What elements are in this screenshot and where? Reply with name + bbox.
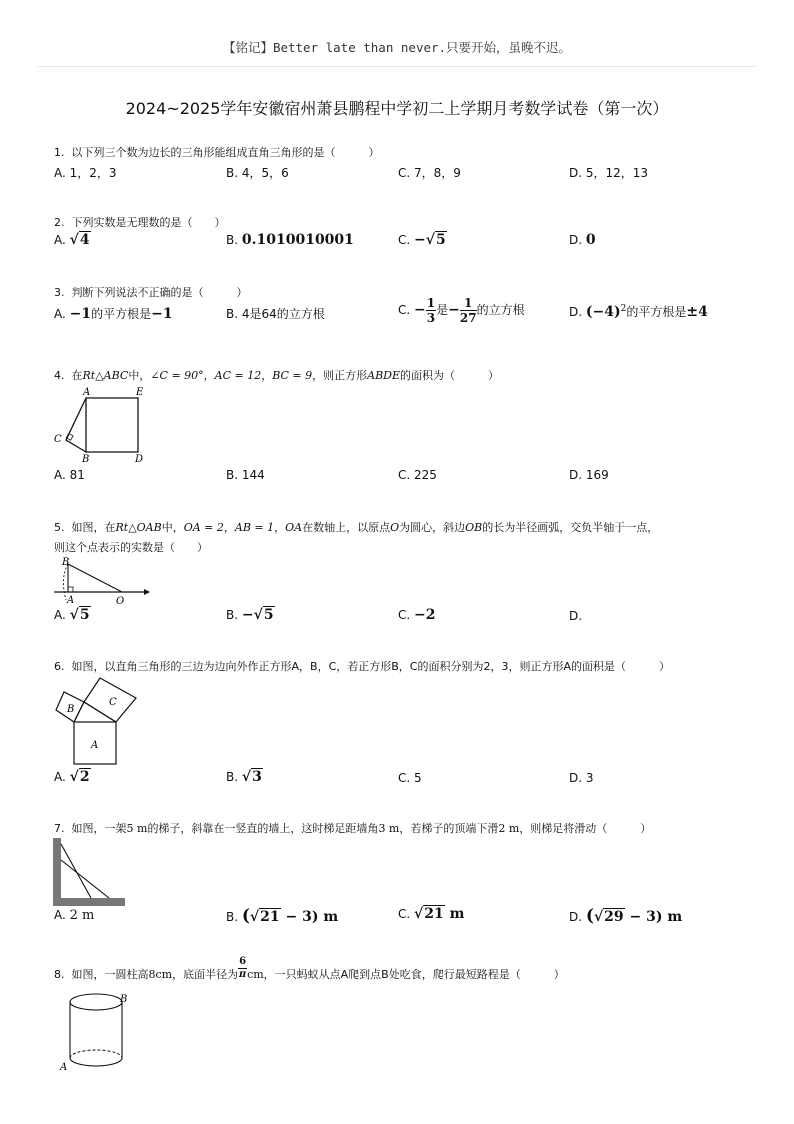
q2-option-c[interactable]: C. −√5 (398, 232, 446, 248)
motto-header: 【铭记】Better late than never.只要开始，虽晚不迟。 (222, 40, 572, 55)
q5-option-a[interactable]: A. √5 (54, 607, 90, 623)
q6-option-b[interactable]: B. √3 (226, 769, 262, 785)
question-2-stem: 2. 下列实数是无理数的是（ ） (54, 216, 226, 229)
question-5-stem-line2: 则这个点表示的实数是（ ） (54, 541, 208, 554)
q6-option-d[interactable]: D. 3 (569, 771, 594, 785)
q4-option-d[interactable]: D. 169 (569, 468, 609, 482)
q4-label-d: D (135, 454, 144, 465)
q5-label-o: O (116, 596, 125, 607)
q4-label-a: A (83, 387, 91, 398)
question-3-stem: 3. 判断下列说法不正确的是（ ） (54, 286, 248, 299)
q5-label-b: B (62, 557, 70, 568)
q4-label-c: C (54, 434, 62, 445)
q2-option-d[interactable]: D. 0 (569, 232, 596, 248)
q1-option-c[interactable]: C. 7，8，9 (398, 166, 461, 180)
q1-option-b[interactable]: B. 4，5，6 (226, 166, 289, 180)
q5-option-b[interactable]: B. −√5 (226, 607, 274, 623)
q6-figure-three-squares (52, 676, 142, 768)
question-8-stem: 8. 如图，一圆柱高8cm，底面半径为 $\frac{6}{\pi}$ cm，一只蚂蚁从点A爬到点B处吃食，爬行最短路程是（ ） (54, 956, 565, 981)
q5-figure-number-line (52, 556, 152, 606)
q3-option-a[interactable]: A. −1的平方根是−1 (54, 306, 173, 322)
q6-label-a: A (91, 740, 99, 751)
q7-figure-ladder-wall (53, 838, 129, 908)
q6-label-b: B (67, 704, 75, 715)
q7-option-d[interactable]: D. (√29 − 3) m (569, 906, 683, 926)
question-7-stem: 7. 如图，一架5 m的梯子，斜靠在一竖直的墙上，这时梯足距墙角3 m，若梯子的顶端下滑2 m，则梯足将滑动（ ） (54, 822, 652, 835)
q4-option-c[interactable]: C. 225 (398, 468, 437, 482)
q7-option-a[interactable]: A. 2 m (54, 908, 95, 923)
q4-figure-square-triangle (52, 384, 162, 466)
q3-option-c[interactable]: C. − $\frac{1}{3}$ 是− $\frac{1}{27}$ 的立方根 (398, 296, 525, 325)
q1-option-a[interactable]: A. 1，2，3 (54, 166, 117, 180)
q2-option-a[interactable]: A. √4 (54, 232, 90, 248)
q6-option-a[interactable]: A. √2 (54, 769, 90, 785)
q5-option-d[interactable]: D. (569, 609, 583, 623)
q2-option-b[interactable]: B. 0.1010010001 (226, 232, 354, 248)
question-5-stem: 5. 如图，在Rt△OAB中，OA = 2，AB = 1，OA在数轴上，以原点O为圆心，斜边OB的长为半径画弧，交负半轴于一点， (54, 521, 659, 534)
q6-option-c[interactable]: C. 5 (398, 771, 422, 785)
q7-option-c[interactable]: C. √21 m (398, 906, 465, 922)
q5-label-a: A (67, 595, 75, 606)
page-title: 2024~2025学年安徽宿州萧县鹏程中学初二上学期月考数学试卷（第一次） (125, 99, 669, 118)
q8-label-b: B (120, 994, 128, 1005)
q5-option-c[interactable]: C. −2 (398, 607, 436, 623)
header-divider (38, 66, 756, 67)
q3-option-d[interactable]: D. $(-4)^2$的平方根是±4 (569, 304, 708, 320)
question-4-stem: 4. 在Rt△ABC中，∠C = 90°，AC = 12，BC = 9，则正方形ABDE的面积为（ ） (54, 369, 500, 382)
q1-option-d[interactable]: D. 5，12，13 (569, 166, 649, 180)
q4-option-a[interactable]: A. 81 (54, 468, 85, 482)
q8-figure-cylinder (56, 990, 136, 1076)
q3-option-b[interactable]: B. 4是64的立方根 (226, 307, 325, 321)
q7-option-b[interactable]: B. (√21 − 3) m (226, 906, 339, 926)
q4-label-b: B (82, 454, 90, 465)
q4-label-e: E (136, 387, 144, 398)
q4-option-b[interactable]: B. 144 (226, 468, 265, 482)
q6-label-c: C (109, 697, 117, 708)
question-1-stem: 1. 以下列三个数为边长的三角形能组成直角三角形的是（ ） (54, 146, 380, 159)
question-6-stem: 6. 如图，以直角三角形的三边为边向外作正方形A，B，C，若正方形B，C的面积分别为2，3，则正方形A的面积是（ ） (54, 660, 670, 673)
q8-label-a: A (60, 1062, 68, 1073)
